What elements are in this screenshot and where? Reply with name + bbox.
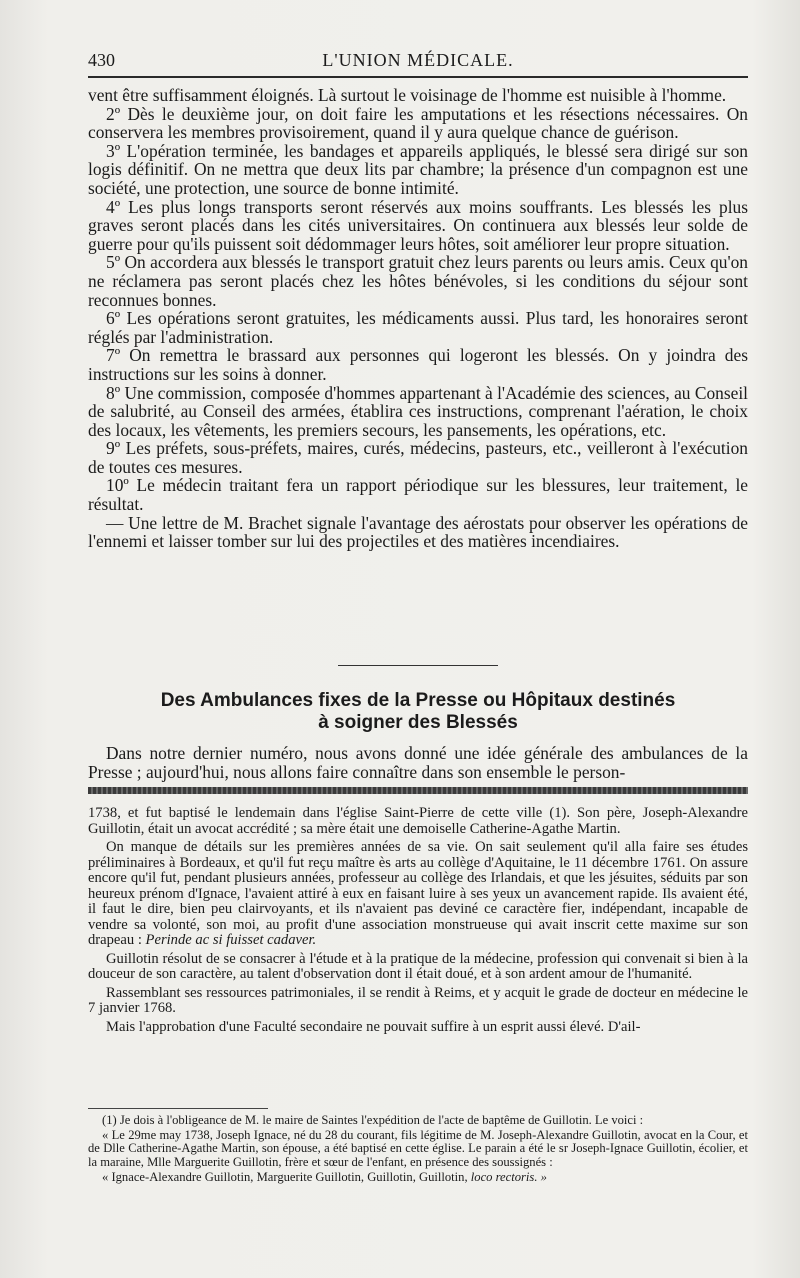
footnote: (1) Je dois à l'obligeance de M. le maire de Saintes l'expédition de l'acte de baptême de Guillotin. Le voici : <box>102 1113 644 1127</box>
journal-title: L'UNION MÉDICALE. <box>322 50 514 70</box>
proposals-section <box>88 86 748 551</box>
paragraph: — Une lettre de M. Brachet signale l'avantage des aérostats pour observer les opérations de l'ennemi et laisser tomber sur lui des projectiles et des matières incendiaires. <box>88 512 748 552</box>
footnote <box>88 1171 748 1184</box>
paragraph-text: On manque de détails sur les premières années de sa vie. On sait seulement qu'il alla faire ses études préliminaires à Bordeaux, et qu'il fut reçu maître ès arts au collège d'Aquitaine, le 11 décembre 1761. On assure encore qu'il fut, pendant plusieurs années, professeur au collège des Irlandais, et que les jésuites, séduits par son heureux prénom d'Ignace, l'avaient attiré à eux en faisant luire à ses yeux un avancement rapide. Ils avaient été, il faut le dire, bien peu clairvoyants, et ils n'avaient pas deviné ce caractère fier, indépendant, incapable de vendre sa volonté, son moi, au profit d'une association monstrueuse qui avait inscrit cette maxime sur son drapeau : <box>88 839 748 948</box>
paragraph: 9º Les préfets, sous-préfets, maires, curés, médecins, pasteurs, etc., veilleront à l'exécution de toutes ces mesures. <box>88 438 748 477</box>
paragraph: 7º On remettra le brassard aux personnes qui logeront les blessés. On y joindra des instructions sur les soins à donner. <box>88 345 748 384</box>
article-title-line: Des Ambulances fixes de la Presse ou Hôpitaux destinés <box>160 690 676 711</box>
article-title-line: à soigner des Blessés <box>318 712 518 733</box>
page-number: 430 <box>88 50 115 70</box>
paragraph: 10º Le médecin traitant fera un rapport périodique sur les blessures, leur traitement, le résultat. <box>88 475 748 515</box>
footnote-text: « Ignace-Alexandre Guillotin, Marguerite Guillotin, Guillotin, Guillotin, <box>102 1169 468 1184</box>
feuilleton-separator <box>88 787 748 794</box>
paragraph: 3º L'opération terminée, les bandages et appareils appliqués, le blessé sera dirigé sur son logis définitif. On ne mettra que deux lits par chambre; la présence d'un compagnon est une société, une protection, une source de bonne intimité. <box>88 140 748 198</box>
article-intro <box>88 744 748 781</box>
paragraph: vent être suffisamment éloignés. Là surtout le voisinage de l'homme est nuisible à l'homme. <box>88 85 727 105</box>
latin-maxim: Perinde ac si fuisset cadaver. <box>145 932 317 948</box>
article-title <box>88 690 748 734</box>
running-header <box>88 48 748 72</box>
footnote: « Le 29me may 1738, Joseph Ignace, né du 28 du courant, fils légitime de M. Joseph-Alexandre Guillotin, avocat en la Cour, et de Dlle Catherine-Agathe Martin, son épouse, a été baptisé en cette église. Le parain a été le sr Joseph-Ignace Guillotin, écolier, et la maraine, Mlle Marguerite Guillotin, frère et sœur de l'enfant, en présence des soussignés : <box>88 1128 748 1169</box>
section-separator <box>338 665 498 666</box>
footnote-italic: loco rectoris. » <box>470 1169 547 1184</box>
paragraph: 4º Les plus longs transports seront réservés aux moins souffrants. Les blessés les plus graves seront placés dans les cités universitaires. On continuera aux blessés leur solde de guerre pour qu'ils puissent soit dédommager leurs hôtes, soit améliorer leur propre situation. <box>88 196 748 254</box>
paragraph: 5º On accordera aux blessés le transport gratuit chez leurs parents ou leurs amis. Ceux qu'on ne réclamera pas seront placés chez les hôtes bénévoles, si les conditions du séjour sont reconnues bonnes. <box>88 252 748 310</box>
paragraph: 2º Dès le deuxième jour, on doit faire les amputations et les résections nécessaires. On conservera les membres provisoirement, quand il y aura quelque chance de guérison. <box>88 103 748 143</box>
feuilleton-text <box>88 806 748 1035</box>
paragraph: Mais l'approbation d'une Faculté secondaire ne pouvait suffire à un esprit aussi élevé. D'ail- <box>106 1018 641 1035</box>
paragraph: 6º Les opérations seront gratuites, les médicaments aussi. Plus tard, les honoraires seront réglés par l'administration. <box>88 308 748 347</box>
footnotes <box>88 1114 748 1184</box>
paragraph <box>88 840 748 949</box>
paragraph: Guillotin résolut de se consacrer à l'étude et à la pratique de la médecine, profession qui convenait si bien à la douceur de son caractère, au talent d'observation dont il était doué, et à son ardent amour de l'humanité. <box>88 950 748 982</box>
paragraph: Rassemblant ses ressources patrimoniales, il se rendit à Reims, et y acquit le grade de docteur en médecine le 7 janvier 1768. <box>88 984 748 1016</box>
footnote-rule <box>88 1108 268 1109</box>
paragraph: 1738, et fut baptisé le lendemain dans l'église Saint-Pierre de cette ville (1). Son père, Joseph-Alexandre Guillotin, était un avocat accrédité ; sa mère était une demoiselle Catherine-Agathe Martin. <box>88 805 748 837</box>
paragraph: 8º Une commission, composée d'hommes appartenant à l'Académie des sciences, au Conseil de salubrité, au Conseil des armées, établira ces instructions, comprenant l'aération, le choix des locaux, les vêtements, les premiers secours, les pansements, les opérations, etc. <box>88 382 748 440</box>
header-rule <box>88 76 748 78</box>
paragraph: Dans notre dernier numéro, nous avons donné une idée générale des ambulances de la Presse ; aujourd'hui, nous allons faire connaître dans son ensemble le person- <box>88 743 748 782</box>
